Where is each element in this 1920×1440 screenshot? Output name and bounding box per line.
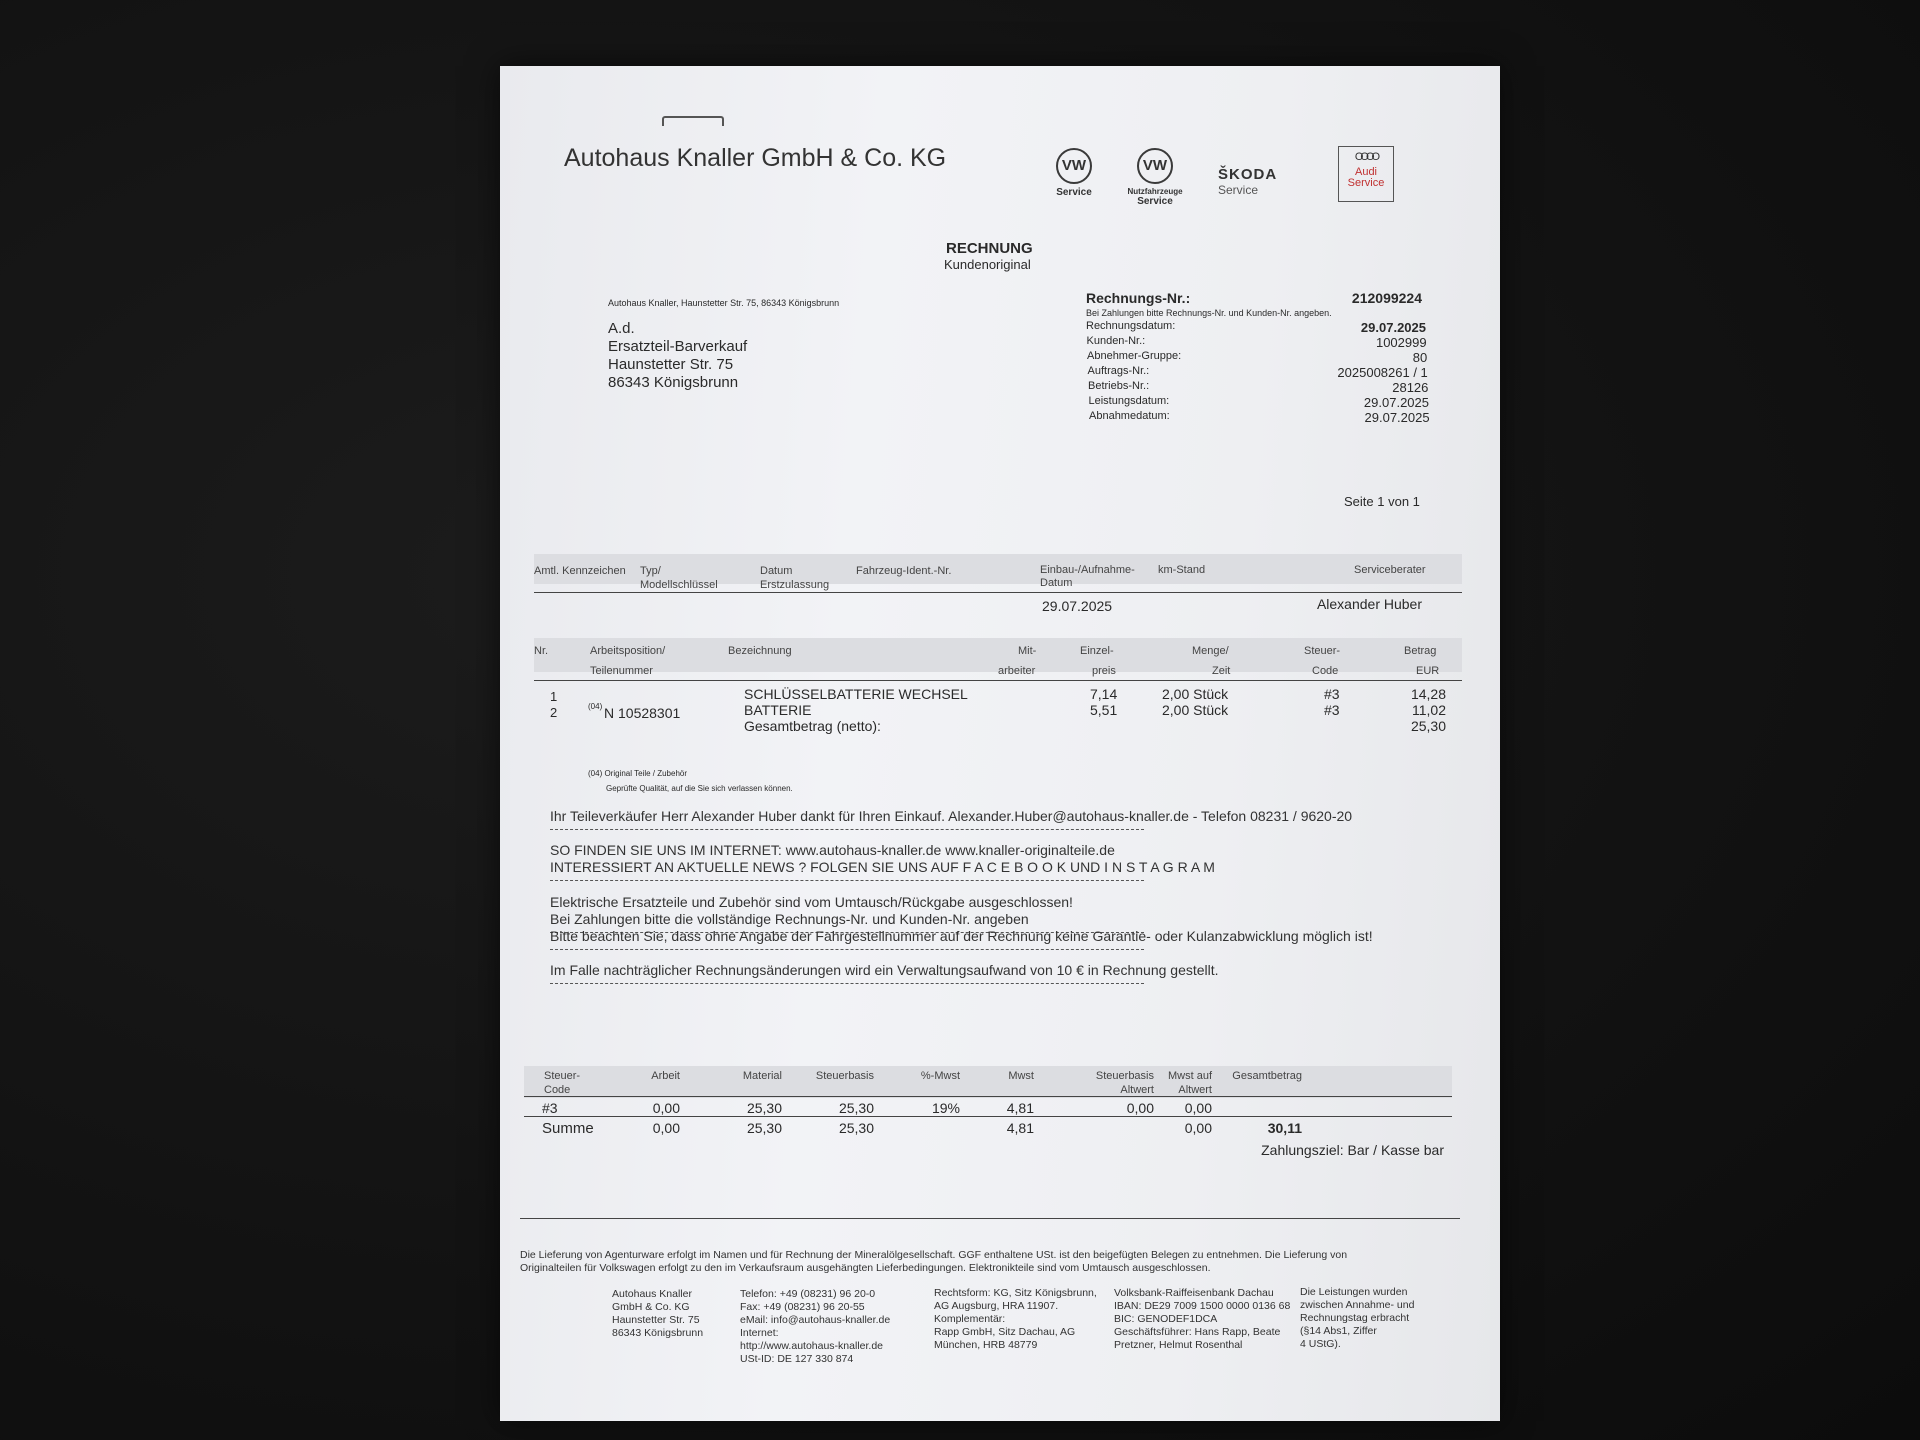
- invoice-paper: Autohaus Knaller GmbH & Co. KG VW Service VW Nutzfahrzeuge Service ŠKODA Service OOOO Audi Service RECHNUNG Kundenoriginal Autohaus Knaller, Haunstetter Str. 75, 86343 Königsbrunn A.d. Ersatzteil-Barverkauf Haunstetter Str. 75 86343 Königsbrunn Rechnungs-Nr.: 212099224 Bei Zahlungen bitte Rechnungs-Nr. und Kunden-Nr. angeben. Rechnungsdatum: 29.07.2025 Kunden-Nr.: 1002999 Abnehmer-Gruppe: 80 Auftrags-Nr.: 2025008261 / 1 Betriebs-Nr.: 28126 Leistungsdatum: 29.07.2025 Abnahmedatum: 29.07.2025 Seite 1 von 1 Amtl. Kennzeichen Typ/ Modellschlüssel Datum Erstzulassung Fahrzeug-Ident.-Nr. Einbau-/Aufnahme- Datum km-Stand Serviceberater 29.07.2025 Alexander Huber Nr. Arbeitsposition/ Teilenummer Bezeichnung Mit- arbeiter Einzel- preis Menge/ Zeit Steuer- Code Betrag EUR 1 SCHLÜSSELBATTERIE WECHSEL 7,14 2,00 Stück #3 14,28 2 (04) N 10528301 BATTERIE 5,51 2,00 Stück #3 11,02 Gesamtbetrag (netto): 25,30 (04) Original Teile / Zubehör Geprüfte Qualität, auf die Sie sich verlassen können. Ihr Teileverkäufer Herr Alexander Huber dankt für Ihren Einkauf. Alexander.Huber@autohaus-knaller.de - Telefon 08231 / 9620-20 SO FINDEN SIE UNS IM INTERNET: www.autohaus-knaller.de www.knaller-originalteile.de INTERESSIERT AN AKTUELLE NEWS ? FOLGEN SIE UNS AUF F A C E B O O K UND I N S T A G R A M Elektrische Ersatzteile und Zubehör sind vom Umtausch/Rückgabe ausgeschlossen! Bei Zahlungen bitte die vollständige Rechnungs-Nr. und Kunden-Nr. angeben Bitte beachten Sie, dass ohne Angabe der Fahrgestellnummer auf der Rechnung keine Garantie- oder Kulanzabwicklung möglich ist! Im Falle nachträglicher Rechnungsänderungen wird ein Verwaltungsaufwand von 10 € in Rechnung gestellt. Steuer- Code Arbeit Material Steuerbasis %-Mwst Mwst Steuerbasis Altwert Mwst auf Altwert Gesamtbetrag #3 0,00 25,30 25,30 19% 4,81 0,00 0,00 Summe 0,00 25,30 25,30 4,81 0,00 30,11 Zahlungsziel: Bar / Kasse bar Die Lieferung von Agenturware erfolgt im Namen und für Rechnung der Mineralölgesellschaft. GGF enthaltene USt. ist den beigefügten Belegen zu entnehmen. Die Lieferung von Originalteilen für Volkswagen erfolgt zu den im Verkaufsraum ausgehängten Lieferbedingungen. Elektronikteile sind vom Umtausch ausgeschlossen. Autohaus Knaller GmbH & Co. KG Haunstetter Str. 75 86343 Königsbrunn Telefon: +49 (08231) 96 20-0 Fax: +49 (08231) 96 20-55 eMail: info@autohaus-knaller.de Internet: http://www.autohaus-knaller.de USt-ID: DE 127 330 874 Rechtsform: KG, Sitz Königsbrunn, AG Augsburg, HRA 11907. Komplementär: Rapp GmbH, Sitz Dachau, AG München, HRB 48779 Volksbank-Raiffeisenbank Dachau IBAN: DE29 7009 1500 0000 0136 68 BIC: GENODEF1DCA Geschäftsführer: Hans Rapp, Beate Pretzner, Helmut Rosenthal Die Leistungen wurden zwischen Annahme- und Rechnungstag erbracht (§14 Abs1, Ziffer 4 UStG).: [500, 66, 1500, 1421]
- page-indicator: Seite 1 von 1: [1344, 494, 1420, 509]
- divider: [550, 880, 1144, 881]
- total-net-value: 25,30: [1410, 718, 1446, 734]
- item-nr: 2: [550, 705, 558, 720]
- tax-cell: 0,00: [652, 1100, 680, 1116]
- meta-row: [1086, 380, 1429, 395]
- note-line: Elektrische Ersatzteile und Zubehör sind vom Umtausch/Rückgabe ausgeschlossen!: [550, 894, 1073, 910]
- note-line: Im Falle nachträglicher Rechnungsänderungen wird ein Verwaltungsaufwand von 10 € in Rechnung gestellt.: [550, 962, 1219, 978]
- document-subtitle: Kundenoriginal: [944, 257, 1031, 272]
- tax-cell: 19%: [931, 1100, 960, 1116]
- meta-value: 29.07.2025: [1364, 410, 1430, 425]
- tax-cell: 25,30: [746, 1120, 782, 1136]
- meta-row: [1086, 365, 1428, 380]
- note-line: INTERESSIERT AN AKTUELLE NEWS ? FOLGEN SIE UNS AUF F A C E B O O K UND I N S T A G R A M: [550, 859, 1215, 875]
- skoda-service-logo: ŠKODA Service: [1218, 166, 1278, 197]
- item-qty: 2,00 Stück: [1162, 686, 1229, 702]
- item-code: #3: [1324, 702, 1340, 718]
- tax-cell: 0,00: [1184, 1100, 1212, 1116]
- tax-header: Mwst: [1008, 1070, 1034, 1082]
- staple-mark: [662, 116, 724, 126]
- tax-header: Steuer- Code: [544, 1070, 581, 1096]
- tax-header: Material: [742, 1070, 782, 1082]
- tax-cell: 30,11: [1267, 1120, 1302, 1136]
- item-amount: 11,02: [1412, 702, 1446, 718]
- item-amount: 14,28: [1410, 686, 1446, 702]
- tax-header: Steuerbasis: [815, 1070, 874, 1082]
- meta-row: [1086, 395, 1429, 410]
- footer-column: Die Leistungen wurden zwischen Annahme- und Rechnungstag erbracht (§14 Abs1, Ziffer 4 UStG).: [1300, 1286, 1415, 1351]
- note-line: SO FINDEN SIE UNS IM INTERNET: www.autohaus-knaller.de www.knaller-originalteile.de: [550, 842, 1115, 858]
- payment-terms: Zahlungsziel: Bar / Kasse bar: [1261, 1142, 1444, 1158]
- tax-cell: 25,30: [838, 1100, 874, 1116]
- meta-label: Auftrags-Nr.:: [1087, 365, 1150, 377]
- item-code: #3: [1324, 686, 1340, 702]
- tax-cell: Summe: [542, 1120, 594, 1137]
- meta-value: 1002999: [1375, 335, 1427, 350]
- recipient-address: A.d. Ersatzteil-Barverkauf Haunstetter Str. 75 86343 Königsbrunn: [608, 320, 748, 391]
- item-price: 7,14: [1090, 686, 1118, 702]
- meta-label: Leistungsdatum:: [1088, 395, 1170, 407]
- meta-label: Kunden-Nr.:: [1086, 335, 1146, 347]
- sender-line: Autohaus Knaller, Haunstetter Str. 75, 86343 Königsbrunn: [608, 298, 840, 308]
- meta-label: Rechnungsdatum:: [1086, 320, 1176, 332]
- meta-row: [1086, 350, 1428, 365]
- meta-value: 29.07.2025: [1363, 395, 1429, 410]
- footer-column: Volksbank-Raiffeisenbank Dachau IBAN: DE29 7009 1500 0000 0136 68 BIC: GENODEF1DCA Geschäftsführer: Hans Rapp, Beate Pretzner, Helmut Rosenthal: [1114, 1286, 1291, 1351]
- vehicle-date: 29.07.2025: [1042, 598, 1113, 614]
- note-line: Ihr Teileverkäufer Herr Alexander Huber dankt für Ihren Einkauf. Alexander.Huber@autohaus-knaller.de - Telefon 08231 / 9620-20: [550, 808, 1353, 824]
- footer-column: Autohaus Knaller GmbH & Co. KG Haunstetter Str. 75 86343 Königsbrunn: [612, 1288, 704, 1339]
- divider: [550, 949, 1144, 950]
- meta-row: [1086, 410, 1430, 425]
- total-net-label: Gesamtbetrag (netto):: [744, 718, 881, 734]
- tax-header: Steuerbasis Altwert: [1095, 1070, 1154, 1096]
- footer-column: Rechtsform: KG, Sitz Königsbrunn, AG Augsburg, HRA 11907. Komplementär: Rapp GmbH, Sitz Dachau, AG München, HRB 48779: [934, 1287, 1097, 1352]
- item-description: BATTERIE: [744, 702, 812, 718]
- meta-row: [1086, 335, 1427, 350]
- meta-value: 29.07.2025: [1360, 320, 1426, 335]
- note-block: [550, 842, 1215, 876]
- meta-value: 80: [1412, 350, 1428, 365]
- note-block: [550, 894, 1073, 928]
- item-part: N 10528301: [604, 705, 681, 721]
- item-nr: 1: [550, 689, 558, 704]
- legal-note: Die Lieferung von Agenturware erfolgt im Namen und für Rechnung der Mineralölgesellschaft. GGF enthaltene USt. ist den beigefügten Belegen zu entnehmen. Die Lieferung von Originalteilen für Volkswagen erfolgt zu den im Verkaufsraum ausgehängten Lieferbedingungen. Elektronikteile sind vom Umtausch ausgeschlossen.: [520, 1249, 1348, 1274]
- tax-cell: 25,30: [838, 1120, 874, 1136]
- meta-label: Abnahmedatum:: [1089, 410, 1170, 422]
- audi-service-logo: OOOO Audi Service: [1338, 146, 1394, 202]
- vw-service-logo: VW Service: [1044, 148, 1104, 198]
- tax-cell: #3: [542, 1100, 558, 1116]
- tax-header: %-Mwst: [920, 1070, 960, 1082]
- document-title: RECHNUNG: [946, 240, 1033, 257]
- note-block: [550, 808, 1352, 825]
- meta-label: Betriebs-Nr.:: [1088, 380, 1150, 392]
- footnote-original: (04) Original Teile / Zubehör: [588, 769, 688, 778]
- service-advisor: Alexander Huber: [1316, 596, 1422, 612]
- footnote-quality: Geprüfte Qualität, auf die Sie sich verlassen können.: [606, 784, 793, 793]
- meta-value: 28126: [1392, 380, 1429, 395]
- tax-header: Arbeit: [651, 1070, 680, 1082]
- meta-label: Abnehmer-Gruppe:: [1087, 350, 1182, 362]
- tax-cell: 25,30: [746, 1100, 782, 1116]
- note-block: [550, 962, 1219, 979]
- tax-cell: 4,81: [1006, 1120, 1034, 1136]
- vw-nutzfahrzeuge-logo: VW Nutzfahrzeuge Service: [1120, 148, 1190, 207]
- note-line: Bitte beachten Sie, dass ohne Angabe der Fahrgestellnummer auf der Rechnung keine Garantie- oder Kulanzabwicklung möglich ist!: [550, 928, 1373, 944]
- item-qty: 2,00 Stück: [1162, 702, 1229, 718]
- company-name: Autohaus Knaller GmbH & Co. KG: [564, 144, 947, 172]
- invoice-meta: Rechnungs-Nr.: 212099224 Bei Zahlungen bitte Rechnungs-Nr. und Kunden-Nr. angeben. Rechnungsdatum: 29.07.2025 Kunden-Nr.: 1002999 Abnehmer-Gruppe: 80 Auftrags-Nr.: 2025008261 / 1 Betriebs-Nr.: 28126 Leistungsdatum: 29.07.2025 Abnahmedatum: 29.07.2025: [1086, 290, 1430, 425]
- tax-cell: 0,00: [1184, 1120, 1212, 1136]
- tax-header: Gesamtbetrag: [1232, 1070, 1302, 1082]
- meta-value: 2025008261 / 1: [1337, 365, 1428, 380]
- footer-column: Telefon: +49 (08231) 96 20-0 Fax: +49 (08231) 96 20-55 eMail: info@autohaus-knaller.de Internet: http://www.autohaus-knaller.de USt-ID: DE 127 330 874: [740, 1287, 891, 1365]
- divider: [550, 829, 1144, 830]
- audi-rings-icon: OOOO: [1354, 151, 1378, 163]
- note-block: [550, 928, 1373, 945]
- tax-cell: 0,00: [652, 1120, 680, 1136]
- vw-logo-icon: VW: [1137, 148, 1173, 184]
- item-price: 5,51: [1090, 702, 1118, 718]
- meta-row: [1086, 320, 1426, 335]
- item-description: SCHLÜSSELBATTERIE WECHSEL: [744, 686, 968, 702]
- item-part-prefix: (04): [588, 702, 603, 711]
- tax-cell: 4,81: [1006, 1100, 1034, 1116]
- note-line: Bei Zahlungen bitte die vollständige Rechnungs-Nr. und Kunden-Nr. angeben: [550, 911, 1029, 927]
- tax-cell: 0,00: [1126, 1100, 1154, 1116]
- vw-logo-icon: VW: [1056, 148, 1092, 184]
- divider: [550, 983, 1144, 984]
- tax-header: Mwst auf Altwert: [1167, 1070, 1212, 1096]
